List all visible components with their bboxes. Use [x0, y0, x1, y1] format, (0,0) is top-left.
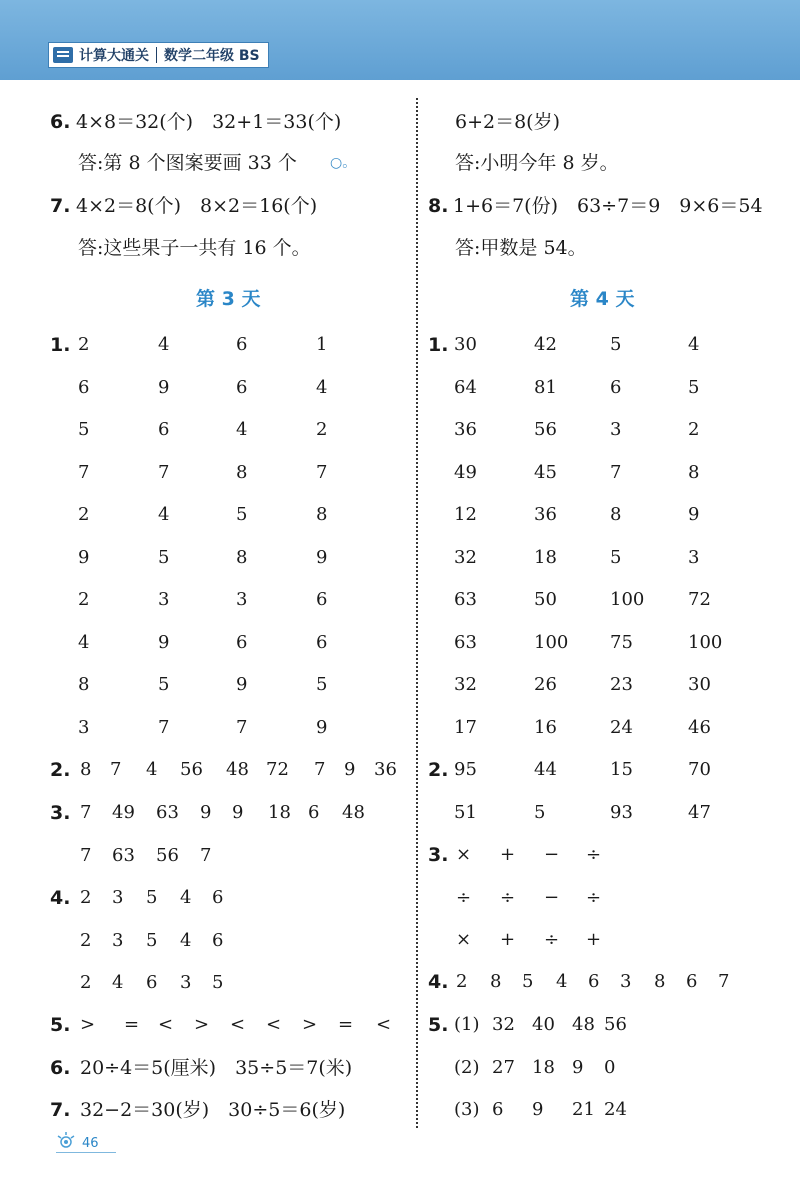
- d3-q2-cell: 48: [226, 759, 249, 780]
- d4-q2-cell: 47: [688, 801, 711, 823]
- d3-q1-cell: 1: [316, 334, 328, 355]
- d3-q4-cell: 4: [112, 972, 124, 993]
- d4-q5-label: (2): [454, 1056, 480, 1078]
- d4-q5-cell: 32: [492, 1014, 515, 1035]
- d4-q1-cell: 7: [610, 461, 622, 483]
- d3-q1-cell: 2: [78, 334, 90, 355]
- d3-q1-cell: 5: [236, 504, 248, 525]
- header-bar: [0, 0, 800, 80]
- d3-q1-cell: 2: [316, 419, 328, 440]
- d3-q4-cell: 4: [180, 929, 192, 951]
- d3-q4-cell: 5: [212, 972, 224, 993]
- d3-q5-cell: <: [230, 1014, 246, 1035]
- d4-q1-cell: 46: [688, 716, 711, 738]
- d4-q1-cell: 8: [610, 504, 622, 525]
- d3-q4-cell: 3: [180, 972, 192, 993]
- d3-q3-cell: 7: [80, 844, 92, 866]
- d3-q1-cell: 6: [316, 589, 328, 610]
- d4-q1-number: 1.: [428, 334, 449, 356]
- d3-q3-cell: 49: [112, 802, 135, 823]
- d4-q1-cell: 30: [454, 334, 477, 355]
- d3-q3-cell: 9: [232, 802, 244, 823]
- d4-q1-cell: 49: [454, 461, 477, 483]
- d3-q3-cell: 63: [156, 802, 179, 823]
- d3-q3-cell: 56: [156, 844, 179, 866]
- d3-q1-cell: 9: [236, 674, 248, 695]
- d3-q1-cell: 5: [158, 546, 170, 568]
- d4-q5-cell: 48: [572, 1014, 595, 1035]
- book-icon: [53, 47, 73, 63]
- d3-q1-cell: 6: [316, 631, 328, 653]
- d4-q1-cell: 5: [610, 546, 622, 568]
- d4-q1-cell: 63: [454, 631, 477, 653]
- book-title: 计算大通关: [79, 48, 149, 64]
- q8-equation: 1+6＝7(份) 63÷7＝9 9×6＝54: [453, 195, 763, 217]
- d4-q2-cell: 93: [610, 801, 633, 823]
- d3-q5-cell: =: [338, 1014, 354, 1035]
- d4-q5-cell: 21: [572, 1099, 595, 1120]
- d4-q1-cell: 12: [454, 504, 477, 525]
- d4-q1-cell: 81: [534, 376, 557, 398]
- d4-q5-cell: 40: [532, 1014, 555, 1035]
- d4-q1-cell: 3: [610, 419, 622, 440]
- d3-q5-cell: <: [266, 1014, 282, 1035]
- q7-equation: 4×2＝8(个) 8×2＝16(个): [76, 195, 318, 217]
- d4-q1-cell: 63: [454, 589, 477, 610]
- title-separator: [156, 47, 157, 63]
- d4-q1-cell: 75: [610, 631, 633, 653]
- d3-q1-cell: 9: [78, 546, 90, 568]
- d4-q2-number: 2.: [428, 759, 449, 781]
- d4-q4-cell: 8: [490, 971, 502, 992]
- d3-q1-cell: 9: [158, 376, 170, 398]
- d3-q3-cell: 18: [268, 802, 291, 823]
- d3-q1-cell: 3: [158, 589, 170, 610]
- d3-q6-number: 6.: [50, 1057, 71, 1079]
- column-divider: [416, 98, 418, 1128]
- book-subtitle: 数学二年级 BS: [164, 48, 260, 64]
- circle-mark-icon: ○。: [330, 155, 357, 171]
- d3-q4-cell: 2: [80, 972, 92, 993]
- q6-equation: 4×8＝32(个) 32+1＝33(个): [76, 111, 342, 133]
- d3-q3-number: 3.: [50, 802, 71, 824]
- d4-q3-cell: ÷: [586, 844, 602, 865]
- q8-number: 8.: [428, 195, 449, 217]
- d3-q5-cell: >: [80, 1014, 96, 1035]
- d4-q1-cell: 50: [534, 589, 557, 610]
- d3-q3-cell: 7: [80, 802, 92, 823]
- d3-q1-cell: 2: [78, 589, 90, 610]
- d3-q1-cell: 8: [236, 461, 248, 483]
- d3-q4-cell: 2: [80, 929, 92, 951]
- d3-q6-equation: 20÷4＝5(厘米) 35÷5＝7(米): [80, 1057, 353, 1079]
- d3-q4-cell: 5: [146, 929, 158, 951]
- d3-q7-equation: 32−2＝30(岁) 30÷5＝6(岁): [80, 1099, 346, 1121]
- d3-q2-cell: 7: [314, 759, 326, 780]
- d3-q1-cell: 5: [158, 674, 170, 695]
- d3-q4-cell: 2: [80, 887, 92, 908]
- d3-q1-cell: 8: [78, 674, 90, 695]
- d4-q1-cell: 42: [534, 334, 557, 355]
- d3-q2-cell: 7: [110, 759, 122, 780]
- d3-q5-cell: >: [194, 1014, 210, 1035]
- d3-q5-cell: =: [124, 1014, 140, 1035]
- d4-q3-cell: ×: [456, 929, 472, 950]
- d4-q2-cell: 70: [688, 759, 711, 780]
- r-q7-equation: 6+2＝8(岁): [455, 111, 561, 133]
- d4-q4-cell: 6: [686, 971, 698, 992]
- d3-q5-cell: <: [376, 1014, 392, 1035]
- d4-q1-cell: 30: [688, 674, 711, 695]
- d4-q2-cell: 15: [610, 759, 633, 780]
- d3-q1-cell: 3: [78, 716, 90, 738]
- d3-q1-cell: 4: [316, 376, 328, 398]
- d3-q2-cell: 72: [266, 759, 289, 780]
- d4-q1-cell: 100: [610, 589, 645, 610]
- d4-q2-cell: 51: [454, 801, 477, 823]
- d3-q2-cell: 36: [374, 759, 397, 780]
- d4-q4-cell: 4: [556, 971, 568, 992]
- d4-q1-cell: 32: [454, 546, 477, 568]
- d4-q1-cell: 5: [610, 334, 622, 355]
- d4-q3-cell: ÷: [544, 929, 560, 950]
- sun-swirl-icon: [56, 1130, 80, 1150]
- d3-q1-cell: 4: [78, 631, 90, 653]
- d4-q1-cell: 100: [688, 631, 723, 653]
- q6-number: 6.: [50, 111, 71, 133]
- page-number: 46: [82, 1136, 99, 1151]
- d4-q1-cell: 32: [454, 674, 477, 695]
- d4-q3-cell: ÷: [456, 886, 472, 908]
- d3-q1-cell: 2: [78, 504, 90, 525]
- d4-q5-label: (3): [454, 1099, 480, 1120]
- d3-q4-cell: 3: [112, 887, 124, 908]
- d4-q1-cell: 56: [534, 419, 557, 440]
- d3-q1-cell: 8: [316, 504, 328, 525]
- d3-q4-cell: 6: [212, 887, 224, 908]
- footer-underline: [56, 1152, 116, 1153]
- d3-q4-number: 4.: [50, 887, 71, 909]
- d4-q5-cell: 9: [532, 1099, 544, 1120]
- d4-q4-cell: 7: [718, 971, 730, 992]
- d4-q1-cell: 16: [534, 716, 557, 738]
- d4-q1-cell: 26: [534, 674, 557, 695]
- d4-q3-cell: ×: [456, 844, 472, 865]
- d3-q1-cell: 6: [236, 631, 248, 653]
- d4-q1-cell: 64: [454, 376, 477, 398]
- d3-q1-cell: 6: [158, 419, 170, 440]
- d4-q3-cell: −: [544, 886, 560, 908]
- d4-q2-cell: 95: [454, 759, 477, 780]
- d3-q1-cell: 6: [236, 334, 248, 355]
- d4-q5-cell: 56: [604, 1014, 627, 1035]
- d4-q1-cell: 24: [610, 716, 633, 738]
- d3-q4-cell: 4: [180, 887, 192, 908]
- d4-q1-cell: 72: [688, 589, 711, 610]
- d3-q2-cell: 9: [344, 759, 356, 780]
- d4-q4-cell: 8: [654, 971, 666, 992]
- d3-q2-number: 2.: [50, 759, 71, 781]
- d3-q1-cell: 4: [158, 504, 170, 525]
- q7-answer: 答:这些果子一共有 16 个。: [78, 237, 311, 259]
- d3-q5-cell: <: [158, 1014, 174, 1035]
- d3-q1-cell: 7: [158, 716, 170, 738]
- d4-q5-number: 5.: [428, 1014, 449, 1036]
- d4-q1-cell: 17: [454, 716, 477, 738]
- d4-q1-cell: 4: [688, 334, 700, 355]
- d3-q1-cell: 9: [316, 716, 328, 738]
- d3-q1-cell: 6: [236, 376, 248, 398]
- d4-q5-label: (1): [454, 1014, 480, 1035]
- d3-q3-cell: 6: [308, 802, 320, 823]
- d4-q1-cell: 23: [610, 674, 633, 695]
- book-title-tag: [48, 42, 269, 68]
- d3-q1-cell: 7: [78, 461, 90, 483]
- d3-q4-cell: 3: [112, 929, 124, 951]
- d4-q1-cell: 9: [688, 504, 700, 525]
- d4-q1-cell: 36: [454, 419, 477, 440]
- d3-q3-cell: 63: [112, 844, 135, 866]
- d4-q1-cell: 5: [688, 376, 700, 398]
- d4-q4-cell: 3: [620, 971, 632, 992]
- d3-q1-cell: 7: [316, 461, 328, 483]
- d4-q5-cell: 24: [604, 1099, 627, 1120]
- d3-q3-cell: 7: [200, 844, 212, 866]
- d3-q1-cell: 9: [316, 546, 328, 568]
- d4-q5-cell: 27: [492, 1056, 515, 1078]
- d4-q1-cell: 100: [534, 631, 569, 653]
- d4-q2-cell: 44: [534, 759, 557, 780]
- d4-q3-cell: ÷: [500, 886, 516, 908]
- d4-q5-cell: 0: [604, 1056, 616, 1078]
- d3-q1-cell: 4: [158, 334, 170, 355]
- d3-q3-cell: 9: [200, 802, 212, 823]
- d4-q4-number: 4.: [428, 971, 449, 993]
- d3-q4-cell: 6: [146, 972, 158, 993]
- d4-q4-cell: 2: [456, 971, 468, 992]
- d4-q3-cell: +: [500, 929, 516, 950]
- d4-q1-cell: 36: [534, 504, 557, 525]
- d3-q2-cell: 4: [146, 759, 158, 780]
- d4-q5-cell: 6: [492, 1099, 504, 1120]
- d4-q3-cell: +: [586, 929, 602, 950]
- d4-q1-cell: 8: [688, 461, 700, 483]
- d4-q3-cell: +: [500, 844, 516, 865]
- d3-q3-cell: 48: [342, 802, 365, 823]
- d4-q1-cell: 3: [688, 546, 700, 568]
- d3-q1-cell: 4: [236, 419, 248, 440]
- d4-q5-cell: 9: [572, 1056, 584, 1078]
- d3-q2-cell: 56: [180, 759, 203, 780]
- d3-q7-number: 7.: [50, 1099, 71, 1121]
- d3-q1-cell: 6: [78, 376, 90, 398]
- d3-q5-cell: >: [302, 1014, 318, 1035]
- d3-q2-cell: 8: [80, 759, 92, 780]
- d3-q1-cell: 5: [316, 674, 328, 695]
- d4-q3-number: 3.: [428, 844, 449, 866]
- day3-title: 第 3 天: [196, 288, 261, 310]
- day4-title: 第 4 天: [570, 288, 635, 310]
- d4-q3-cell: ÷: [586, 886, 602, 908]
- q6-answer: 答:第 8 个图案要画 33 个: [78, 152, 297, 174]
- q8-answer: 答:甲数是 54。: [455, 237, 587, 259]
- d4-q3-cell: −: [544, 844, 560, 865]
- d3-q1-cell: 9: [158, 631, 170, 653]
- d4-q4-cell: 6: [588, 971, 600, 992]
- d4-q1-cell: 45: [534, 461, 557, 483]
- d4-q4-cell: 5: [522, 971, 534, 992]
- d3-q1-cell: 7: [158, 461, 170, 483]
- d3-q4-cell: 6: [212, 929, 224, 951]
- d3-q4-cell: 5: [146, 887, 158, 908]
- d4-q5-cell: 18: [532, 1056, 555, 1078]
- q7-number: 7.: [50, 195, 71, 217]
- d3-q1-cell: 8: [236, 546, 248, 568]
- d4-q1-cell: 2: [688, 419, 700, 440]
- d4-q1-cell: 18: [534, 546, 557, 568]
- d3-q5-number: 5.: [50, 1014, 71, 1036]
- r-q7-answer: 答:小明今年 8 岁。: [455, 152, 619, 174]
- d3-q1-number: 1.: [50, 334, 71, 356]
- d4-q2-cell: 5: [534, 801, 546, 823]
- d3-q1-cell: 3: [236, 589, 248, 610]
- d3-q1-cell: 5: [78, 419, 90, 440]
- d3-q1-cell: 7: [236, 716, 248, 738]
- d4-q1-cell: 6: [610, 376, 622, 398]
